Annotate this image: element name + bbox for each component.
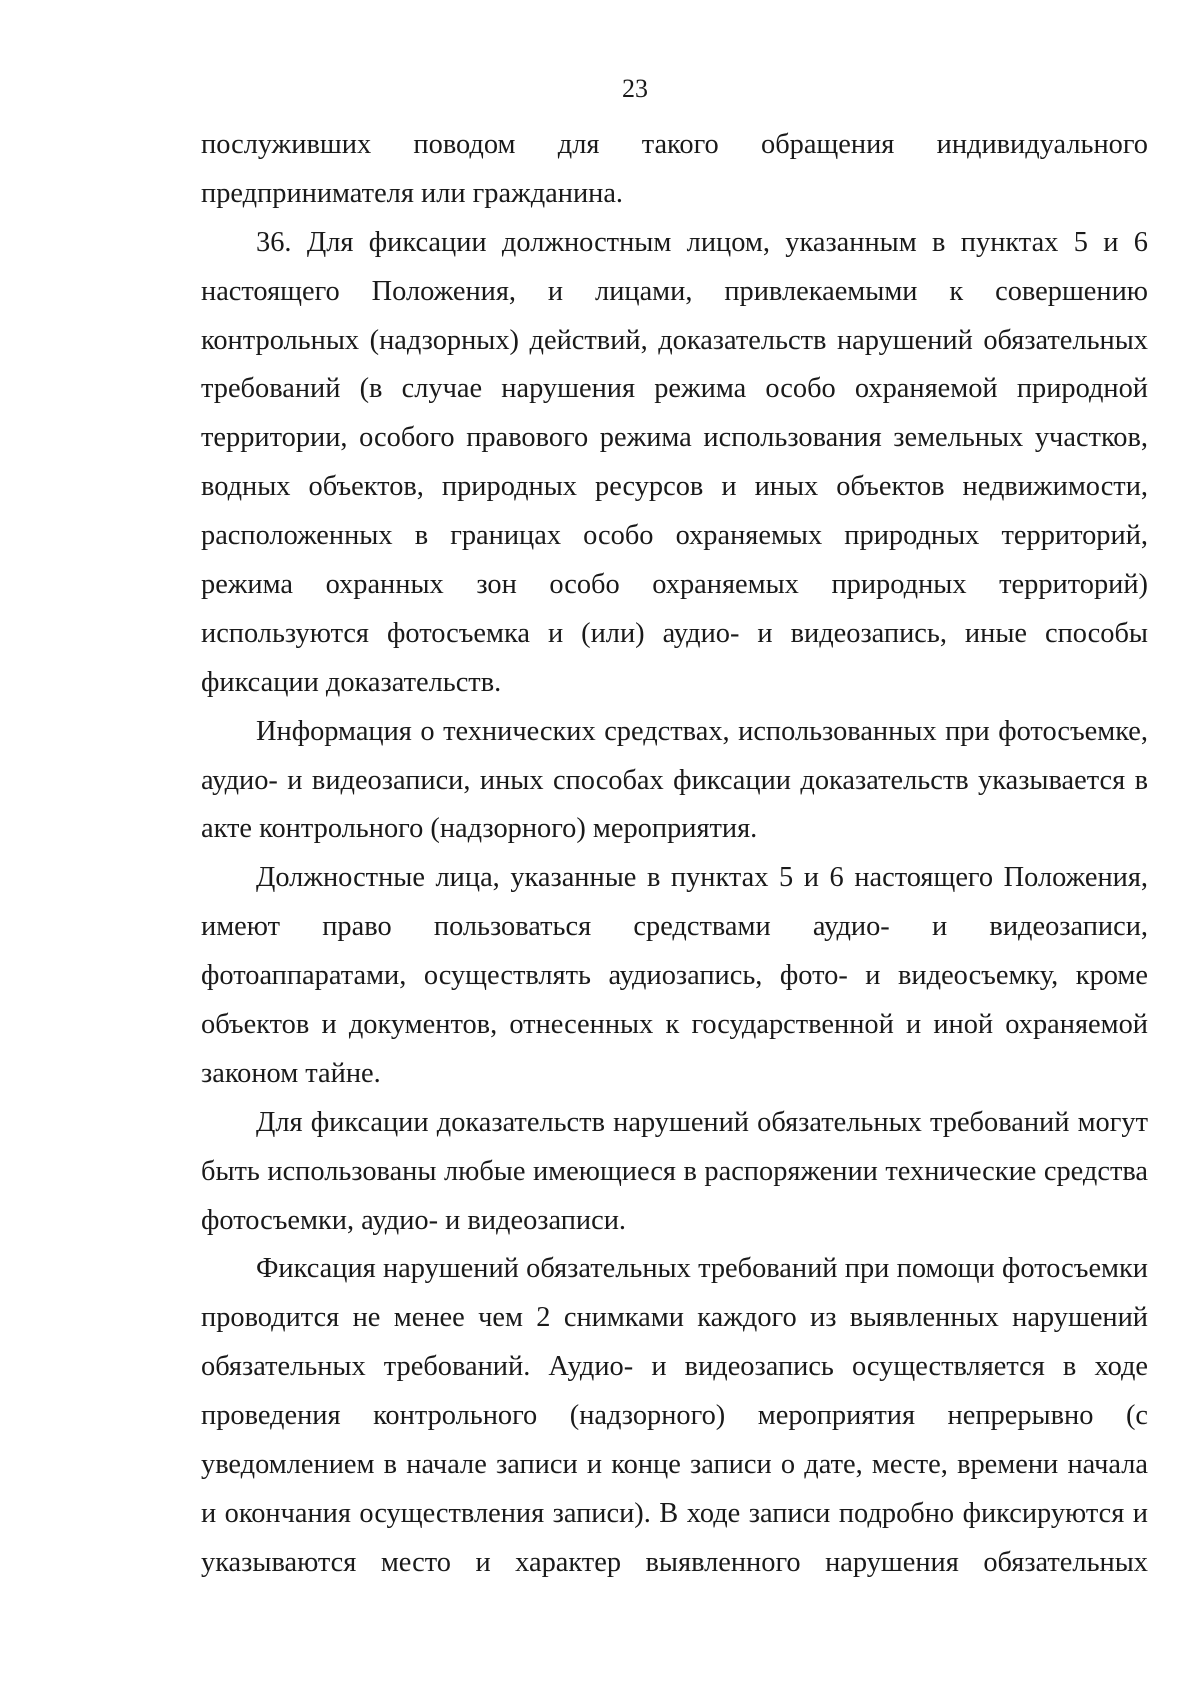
paragraph-start: Должностные лица, указанные в пунктах 5 и 6 настоящего Положения, <box>256 862 1148 894</box>
text-line: режима охранных зон особо охраняемых природных территорий) <box>201 569 1148 601</box>
paragraph-start: Для фиксации доказательств нарушений обязательных требований могут <box>256 1106 1148 1138</box>
text-line: водных объектов, природных ресурсов и иных объектов недвижимости, <box>201 471 1148 503</box>
text-line: объектов и документов, отнесенных к государственной и иной охраняемой <box>201 1009 1148 1041</box>
paragraph-36-start: 36. Для фиксации должностным лицом, указанным в пунктах 5 и 6 <box>256 226 1148 258</box>
text-line: указываются место и характер выявленного нарушения обязательных <box>201 1546 1148 1578</box>
text-line: имеют право пользоваться средствами аудио- и видеозаписи, <box>201 911 1148 943</box>
paragraph-start: Информация о технических средствах, использованных при фотосъемке, <box>256 715 1148 747</box>
text-line: проведения контрольного (надзорного) мероприятия непрерывно (с <box>201 1400 1148 1432</box>
text-line: уведомлением в начале записи и конце записи о дате, месте, времени начала <box>201 1449 1148 1481</box>
paragraph-start: Фиксация нарушений обязательных требований при помощи фотосъемки <box>256 1253 1148 1285</box>
text-line: настоящего Положения, и лицами, привлекаемыми к совершению <box>201 275 1148 307</box>
document-body <box>201 121 1148 1588</box>
text-line: фиксации доказательств. <box>201 666 502 698</box>
text-line: акте контрольного (надзорного) мероприятия. <box>201 813 758 845</box>
text-line: фотосъемки, аудио- и видеозаписи. <box>201 1204 626 1236</box>
page-number: 23 <box>622 74 648 103</box>
text-line: и окончания осуществления записи). В ходе записи подробно фиксируются и <box>201 1497 1148 1529</box>
text-line: требований (в случае нарушения режима особо охраняемой природной <box>201 373 1148 405</box>
text-line: проводится не менее чем 2 снимками каждого из выявленных нарушений <box>201 1302 1148 1334</box>
text-line: используются фотосъемка и (или) аудио- и видеозапись, иные способы <box>201 617 1148 649</box>
text-line: предпринимателя или гражданина. <box>201 177 624 209</box>
text-line: послуживших поводом для такого обращения индивидуального <box>201 129 1148 160</box>
text-line: аудио- и видеозаписи, иных способах фиксации доказательств указывается в <box>201 764 1148 796</box>
text-line: фотоаппаратами, осуществлять аудиозапись, фото- и видеосъемку, кроме <box>201 960 1148 992</box>
text-line: территории, особого правового режима использования земельных участков, <box>201 422 1148 454</box>
text-line: быть использованы любые имеющиеся в распоряжении технические средства <box>201 1155 1148 1187</box>
text-line: контрольных (надзорных) действий, доказательств нарушений обязательных <box>201 324 1148 356</box>
text-line: законом тайне. <box>201 1057 381 1089</box>
text-line: расположенных в границах особо охраняемых природных территорий, <box>201 520 1148 552</box>
text-line: обязательных требований. Аудио- и видеозапись осуществляется в ходе <box>201 1351 1148 1383</box>
